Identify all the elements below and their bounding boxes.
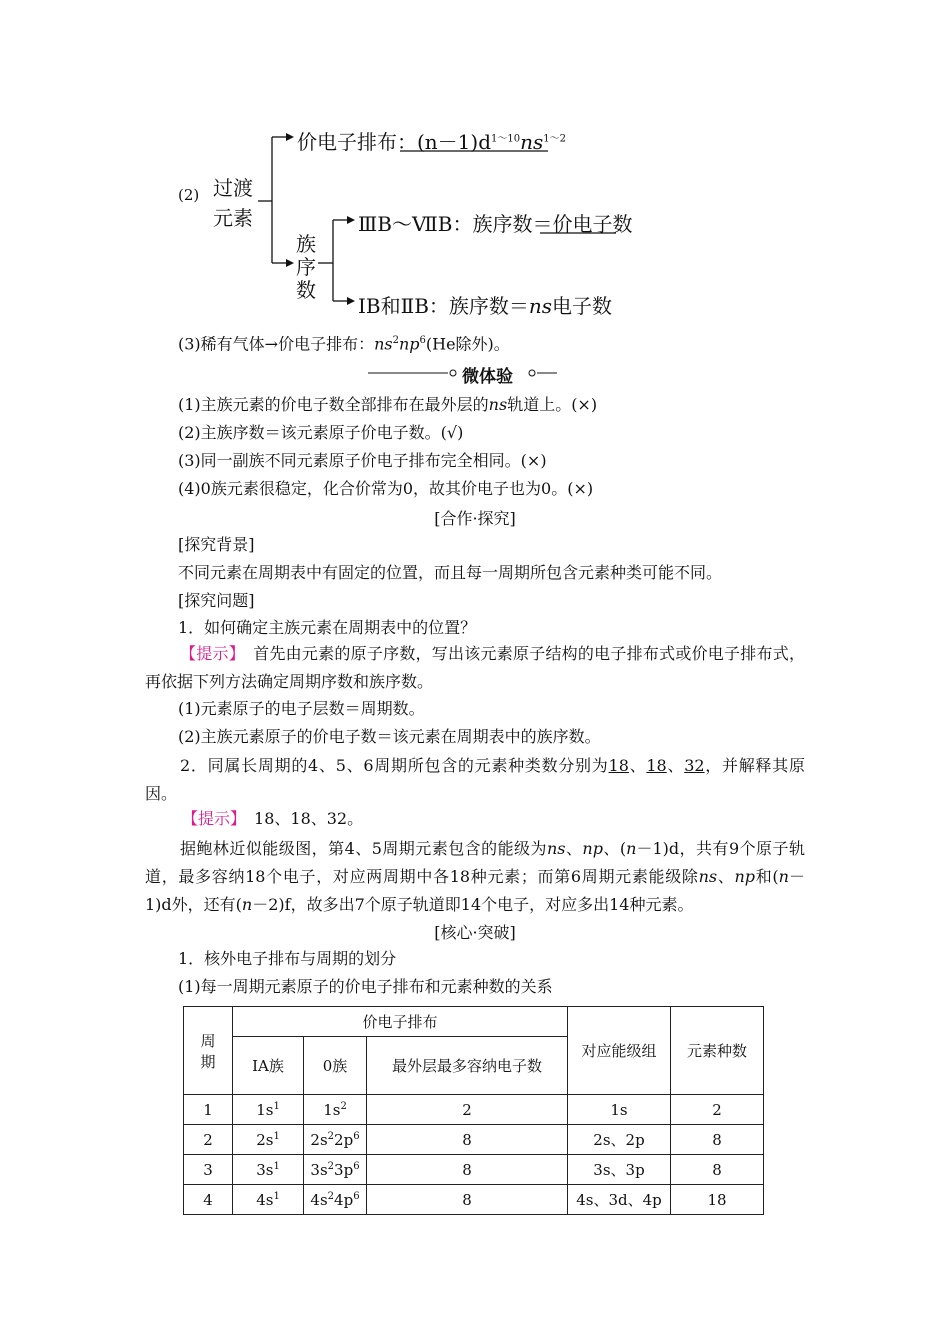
rare-gas-prefix: (3)稀有气体→价电子排布： <box>178 334 375 354</box>
cell-zero-sup2: 6 <box>353 1160 360 1172</box>
table-row <box>184 1155 764 1185</box>
q2-sep1: 、 <box>628 756 647 775</box>
cell-group: 4s、3d、4p <box>568 1185 671 1215</box>
cell-zero-text: 1s <box>323 1100 341 1119</box>
branch1-prefix: 价电子排布： <box>297 130 417 154</box>
check-1 <box>178 394 597 416</box>
section-title-text: 微体验 <box>462 367 513 387</box>
header-max: 最外层最多容纳电子数 <box>367 1037 568 1095</box>
check-3: (3)同一副族不同元素原子价电子排布完全相同。(×) <box>178 451 547 470</box>
header-ia: ⅠA族 <box>233 1037 304 1095</box>
diagram-branch1 <box>297 126 566 155</box>
cell-zero <box>304 1155 367 1185</box>
cell-zero-sup: 2 <box>340 1100 347 1112</box>
background-text: 不同元素在周期表中有固定的位置，而且每一周期所包含元素种类可能不同。 <box>178 563 723 582</box>
cell-ia-sup: 1 <box>273 1100 280 1112</box>
q2-sep2: 、 <box>666 756 685 775</box>
cell-zero <box>304 1125 367 1155</box>
q2-n1: 18 <box>608 756 629 775</box>
cell-ia-text: 2s <box>256 1130 274 1149</box>
exp-p2: 、( <box>602 839 627 858</box>
sub2-prefix: ⅠB和ⅡB：族序数＝ <box>358 294 529 318</box>
tip-2 <box>182 808 363 830</box>
cell-period: 4 <box>184 1185 233 1215</box>
cell-group: 1s <box>568 1095 671 1125</box>
q2-n2: 18 <box>646 756 667 775</box>
cell-zero-text2: 4p <box>334 1190 354 1209</box>
cell-ia-sup: 1 <box>273 1190 280 1202</box>
cell-zero <box>304 1095 367 1125</box>
exp-n-1: n <box>626 839 637 858</box>
sub1-underlined: 价电子数 <box>552 212 633 236</box>
diagram-number: (2) <box>178 186 200 204</box>
cell-group: 2s、2p <box>568 1125 671 1155</box>
cell-zero-text: 4s <box>310 1190 328 1209</box>
exp-np-2: np <box>734 867 756 886</box>
tip-1-label: 【提示】 <box>180 644 237 663</box>
cell-ia-text: 1s <box>256 1100 274 1119</box>
background-label: [探究背景] <box>178 535 255 554</box>
branch1-formula: (n－1)d <box>417 130 492 154</box>
cell-zero-sup2: 6 <box>353 1130 360 1142</box>
exp-p1: 据鲍林近似能级图，第4、5周期元素包含的能级为 <box>180 839 547 858</box>
cell-zero-sup: 2 <box>327 1130 335 1142</box>
cell-max: 8 <box>367 1155 568 1185</box>
sub1-text: ⅢB～ⅦB：族序数＝ <box>358 212 553 236</box>
rare-gas-suffix: (He除外)。 <box>425 334 510 354</box>
cell-zero <box>304 1185 367 1215</box>
period-valence-table <box>183 1006 764 1215</box>
rare-gas-sup6: 6 <box>419 335 426 346</box>
core-1-title: 1．核外电子排布与周期的划分 <box>178 949 397 968</box>
cell-zero-sup: 2 <box>327 1160 335 1172</box>
table-row <box>184 1095 764 1125</box>
question-1: 1．如何确定主族元素在周期表中的位置？ <box>178 618 477 637</box>
cell-ia <box>233 1125 304 1155</box>
branch1-sup2: 1～2 <box>543 133 566 145</box>
sub2-suffix: 电子数 <box>552 294 613 318</box>
diagram-branch2-line3: 数 <box>296 278 316 302</box>
header-valence: 价电子排布 <box>233 1007 568 1037</box>
check-2: (2)主族序数＝该元素原子价电子数。(√) <box>178 423 464 442</box>
cell-max: 8 <box>367 1125 568 1155</box>
exp-p6: －2)f，故多出7个原子轨道即14个电子，对应多出14种元素。 <box>252 895 694 914</box>
header-group: 对应能级组 <box>568 1007 671 1095</box>
heading-core: [核心·突破] <box>434 923 516 942</box>
heading-cooperate: [合作·探究] <box>434 509 516 528</box>
table-row <box>184 1185 764 1215</box>
check-1-pre: (1)主族元素的价电子数全部排布在最外层的 <box>178 395 489 414</box>
diagram-branch2-line2: 序 <box>296 255 316 279</box>
exp-n-3: n <box>241 895 253 914</box>
tip-1-text: 首先由元素的原子序数，写出该元素原子结构的电子排布式或价电子排布式，再依据下列方法确定周期序数和族序数。 <box>145 644 805 691</box>
check-4: (4)0族元素很稳定，化合价常为0，故其价电子也为0。(×) <box>178 479 594 498</box>
diagram-sub2 <box>358 290 612 319</box>
diagram-root-line2: 元素 <box>213 206 253 230</box>
header-zero: 0族 <box>304 1037 367 1095</box>
tip-1-item-a: (1)元素原子的电子层数＝周期数。 <box>178 699 425 718</box>
exp-ns-2: ns <box>698 867 718 886</box>
exp-ns-1: ns <box>546 839 566 858</box>
tip-1-item-b: (2)主族元素原子的价电子数＝该元素在周期表中的族序数。 <box>178 727 601 746</box>
section-title-decoration <box>360 363 560 383</box>
question-2 <box>145 752 805 808</box>
q2-post: ，并解释其原因。 <box>145 756 805 803</box>
cell-period: 2 <box>184 1125 233 1155</box>
header-period <box>184 1007 233 1095</box>
check-1-ns: ns <box>488 395 508 414</box>
diagram-sub1 <box>358 208 633 237</box>
diagram-connector-lines <box>0 0 950 330</box>
explanation-paragraph: 据鲍林近似能级图，第4、5周期元素包含的能级为ns、np、(n－1)d，共有9个原子轨道，最多容纳18个电子，对应两周期中各18种元素；而第6周期元素能级除ns、np和(n－1)d外，还有(n－2)f，故多出7个原子轨道即14个电子，对应多出14种元素。 <box>145 839 805 914</box>
exp-np-1: np <box>582 839 603 858</box>
exp-n-2: n <box>778 867 789 886</box>
table-row <box>184 1125 764 1155</box>
cell-zero-text2: 3p <box>334 1160 354 1179</box>
cell-period: 3 <box>184 1155 233 1185</box>
cell-max: 2 <box>367 1095 568 1125</box>
exp-p5: －1)d外，还有( <box>145 867 805 914</box>
cell-ia-text: 4s <box>256 1190 274 1209</box>
cell-count: 8 <box>671 1125 764 1155</box>
cell-group: 3s、3p <box>568 1155 671 1185</box>
cell-period: 1 <box>184 1095 233 1125</box>
header-count: 元素种数 <box>671 1007 764 1095</box>
header-period-char2: 期 <box>200 1052 216 1071</box>
rare-gas-ns: ns <box>374 334 393 354</box>
cell-ia-sup: 1 <box>273 1160 280 1172</box>
q2-n3: 32 <box>684 756 705 775</box>
cell-zero-text2: 2p <box>334 1130 354 1149</box>
rare-gas-sup2: 2 <box>392 335 399 346</box>
exp-p4: 和( <box>755 867 779 886</box>
rare-gas-line <box>178 330 510 355</box>
cell-ia-text: 3s <box>256 1160 274 1179</box>
cell-ia <box>233 1185 304 1215</box>
cell-count: 2 <box>671 1095 764 1125</box>
tip-1-paragraph <box>145 640 805 696</box>
cell-count: 18 <box>671 1185 764 1215</box>
q2-pre: 2．同属长周期的4、5、6周期所包含的元素种类数分别为 <box>180 756 609 775</box>
diagram-branch2-line1: 族 <box>296 232 316 256</box>
cell-zero-sup2: 6 <box>353 1190 360 1202</box>
cell-zero-text: 3s <box>310 1160 328 1179</box>
rare-gas-np: np <box>398 334 420 354</box>
cell-ia <box>233 1095 304 1125</box>
cell-max: 8 <box>367 1185 568 1215</box>
check-1-post: 轨道上。(×) <box>507 395 598 414</box>
tip-2-label: 【提示】 <box>182 809 239 828</box>
cell-ia <box>233 1155 304 1185</box>
cell-zero-text: 2s <box>310 1130 328 1149</box>
exp-p3: －1)d，共有9个原子轨道，最多容纳18个电子，对应两周期中各18种元素；而第6周期元素能级除 <box>145 839 805 886</box>
question-label: [探究问题] <box>178 591 255 610</box>
core-1-subtitle: (1)每一周期元素原子的价电子排布和元素种数的关系 <box>178 977 553 996</box>
branch1-ns: ns <box>520 130 544 154</box>
tip-2-text: 18、18、32。 <box>254 809 364 828</box>
diagram-root-line1: 过渡 <box>213 176 253 200</box>
cell-zero-sup: 2 <box>327 1190 335 1202</box>
cell-ia-sup: 1 <box>273 1130 280 1142</box>
sub2-ns: ns <box>528 294 553 318</box>
cell-count: 8 <box>671 1155 764 1185</box>
branch1-sup1: 1～10 <box>491 133 521 145</box>
header-period-char1: 周 <box>200 1031 216 1050</box>
